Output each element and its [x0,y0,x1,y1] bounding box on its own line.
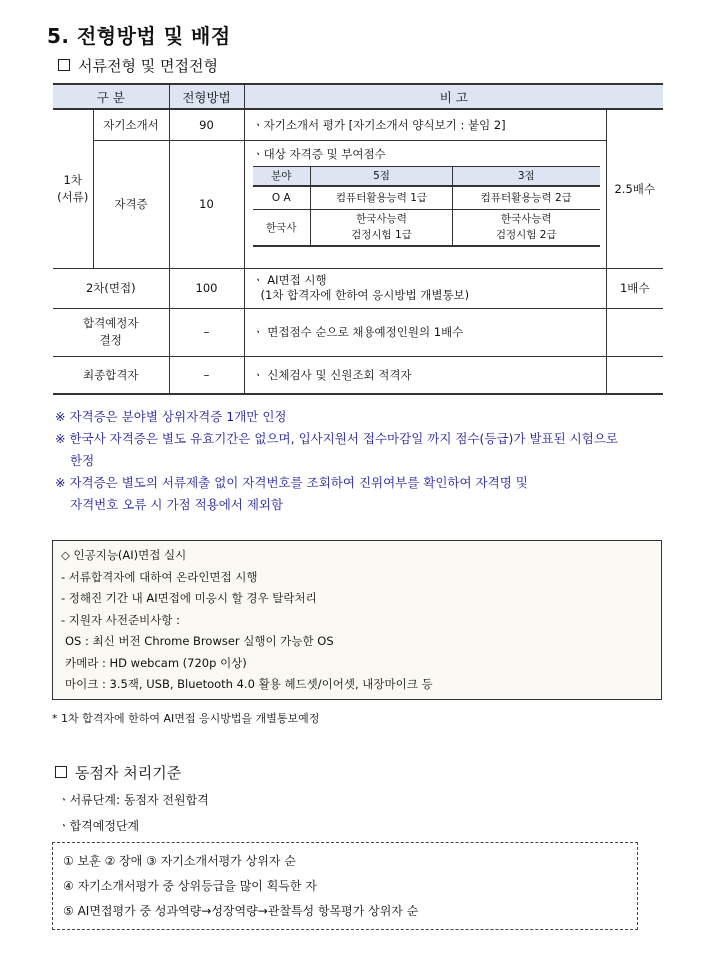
round2-note-line1: ㆍ AI면접 시행 [252,273,327,287]
section-heading-tie [55,762,181,783]
note-item: 한정 [70,453,95,468]
ai-box-line: OS : 최신 버전 Chrome Browser 실행이 가능한 OS [65,634,334,648]
candidate-empty [606,308,663,356]
round1-label: 1차 (서류) [53,109,93,268]
tie-criteria-item: ⑤ AI면접평가 중 성과역량→성장역량→관찰특성 항목평가 상위자 순 [63,904,419,918]
selection-table [53,83,663,395]
inner-cell: 한국사능력 검정시험 2급 [453,210,600,246]
section-heading-text: 서류전형 및 면접전형 [78,57,218,75]
inner-cell: 컴퓨터활용능력 1급 [311,186,453,210]
inner-cell: 한국사능력 검정시험 1급 [311,210,453,246]
cert-score-table [253,166,600,247]
tie-criteria-item: ① 보훈 ② 장애 ③ 자기소개서평가 상위자 순 [63,854,296,868]
tie-line: ㆍ합격예정단계 [58,819,140,833]
ai-box-line: 카메라 : HD webcam (720p 이상) [65,655,247,670]
ai-box-line: - 지원자 사전준비사항 : [61,612,180,627]
tie-criteria-box [52,842,638,930]
self-intro-score: 90 [169,109,244,140]
round2-score: 100 [169,268,244,308]
header-method: 전형방법 [169,84,244,109]
ai-interview-box [52,540,662,700]
page-title: 5. 전형방법 및 배점 [47,24,231,48]
section-heading-screening [58,55,218,76]
note-item: ※ 한국사 자격증은 별도 유효기간은 없으며, 입사지원서 접수마감일 까지 점수(등급)가 발표된 시험으로 [55,431,618,446]
tie-line: ㆍ서류단계: 동점자 전원합격 [58,793,209,807]
ai-box-line: - 서류합격자에 대하여 온라인면접 시행 [61,569,258,584]
inner-header-3pt: 3점 [453,166,600,186]
note-item: ※ 자격증은 분야별 상위자격증 1개만 인정 [55,409,287,424]
inner-cell: 한국사 [253,210,311,246]
round2-note [244,268,606,308]
round1-multiplier: 2.5배수 [606,109,663,268]
candidate-note: ㆍ 면접점수 순으로 채용예정인원의 1배수 [244,308,606,356]
checkbox-square-icon [58,59,70,71]
ai-box-line: 마이크 : 3.5잭, USB, Bluetooth 4.0 활용 헤드셋/이어셋, 내장마이크 등 [65,677,433,691]
checkbox-square-icon [55,766,67,778]
candidate-label: 합격예정자 결정 [53,308,169,356]
self-intro-label: 자기소개서 [93,109,169,140]
footnote: * 1차 합격자에 한하여 AI면접 응시방법을 개별통보예정 [52,712,320,725]
candidate-score: – [169,308,244,356]
round2-multiplier: 1배수 [606,268,663,308]
header-category: 구 분 [53,84,169,109]
inner-header-5pt: 5점 [311,166,453,186]
note-item: ※ 자격증은 별도의 서류제출 없이 자격번호를 조회하여 진위여부를 확인하여 자격명 및 [55,475,528,490]
final-label: 최종합격자 [53,356,169,394]
final-empty [606,356,663,394]
cert-note: ㆍ대상 자격증 및 부여점수 [252,146,386,161]
round2-note-line2: (1차 합격자에 한하여 응시방법 개별통보) [260,288,470,302]
round2-label: 2차(면접) [53,268,169,308]
final-note: ㆍ 신체검사 및 신원조회 적격자 [244,356,606,394]
section-heading-text: 동점자 처리기준 [75,764,182,782]
tie-criteria-item: ④ 자기소개서평가 중 상위등급을 많이 획득한 자 [63,879,317,893]
inner-header-field: 분야 [253,166,311,186]
inner-cell: O A [253,186,311,210]
final-score: – [169,356,244,394]
self-intro-note: ㆍ자기소개서 평가 [자기소개서 양식보기 : 붙임 2] [244,109,606,140]
ai-box-line: - 정해진 기간 내 AI면접에 미응시 할 경우 탈락처리 [61,591,317,605]
note-item: 자격번호 오류 시 가점 적용에서 제외함 [70,497,284,512]
ai-box-title: ◇ 인공지능(AI)면접 실시 [61,548,187,562]
note-list [55,406,618,516]
inner-cell: 컴퓨터활용능력 2급 [453,186,600,210]
cert-cell [244,140,606,268]
cert-label: 자격증 [93,140,169,268]
header-remarks: 비 고 [244,84,663,109]
cert-score: 10 [169,140,244,268]
